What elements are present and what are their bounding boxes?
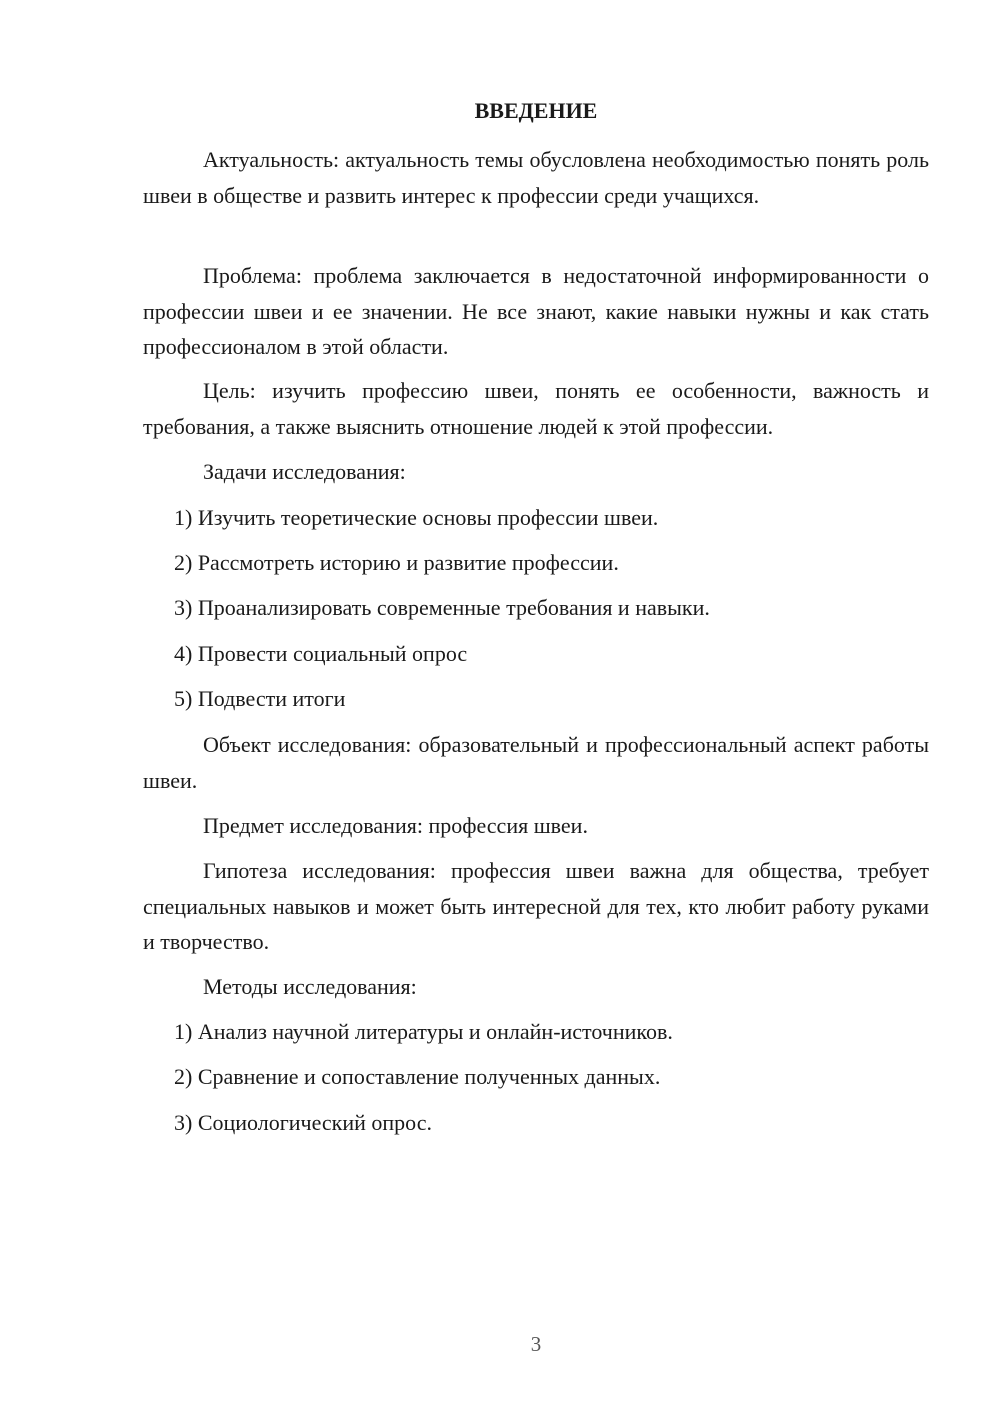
subject-paragraph: Предмет исследования: профессия швеи. xyxy=(203,813,588,838)
task-item: 4) Провести социальный опрос xyxy=(174,641,468,666)
goal-paragraph: Цель: изучить профессию швеи, понять ее особенности, важность и требования, а также выяснить отношение людей к этой профессии. xyxy=(143,378,929,439)
document-page xyxy=(143,0,929,1414)
task-item: 1) Изучить теоретические основы профессии швеи. xyxy=(174,505,659,530)
document-title: ВВЕДЕНИЕ xyxy=(474,98,598,123)
method-item: 3) Социологический опрос. xyxy=(174,1110,432,1135)
task-item: 3) Проанализировать современные требования и навыки. xyxy=(174,595,710,620)
problem-paragraph: Проблема: проблема заключается в недостаточной информированности о профессии швеи и ее значении. Не все знают, какие навыки нужны и как стать профессионалом в этой области. xyxy=(143,263,929,359)
task-item: 2) Рассмотреть историю и развитие профессии. xyxy=(174,550,619,575)
tasks-heading: Задачи исследования: xyxy=(203,459,406,484)
page-number: 3 xyxy=(530,1332,542,1356)
method-item: 2) Сравнение и сопоставление полученных данных. xyxy=(174,1064,661,1089)
object-paragraph: Объект исследования: образовательный и профессиональный аспект работы швеи. xyxy=(143,732,929,793)
hypothesis-paragraph: Гипотеза исследования: профессия швеи важна для общества, требует специальных навыков и может быть интересной для тех, кто любит работу руками и творчество. xyxy=(143,858,929,954)
relevance-paragraph: Актуальность: актуальность темы обусловлена необходимостью понять роль швеи в обществе и развить интерес к профессии среди учащихся. xyxy=(143,147,929,208)
method-item: 1) Анализ научной литературы и онлайн-источников. xyxy=(174,1019,673,1044)
methods-heading: Методы исследования: xyxy=(203,974,417,999)
task-item: 5) Подвести итоги xyxy=(174,686,346,711)
